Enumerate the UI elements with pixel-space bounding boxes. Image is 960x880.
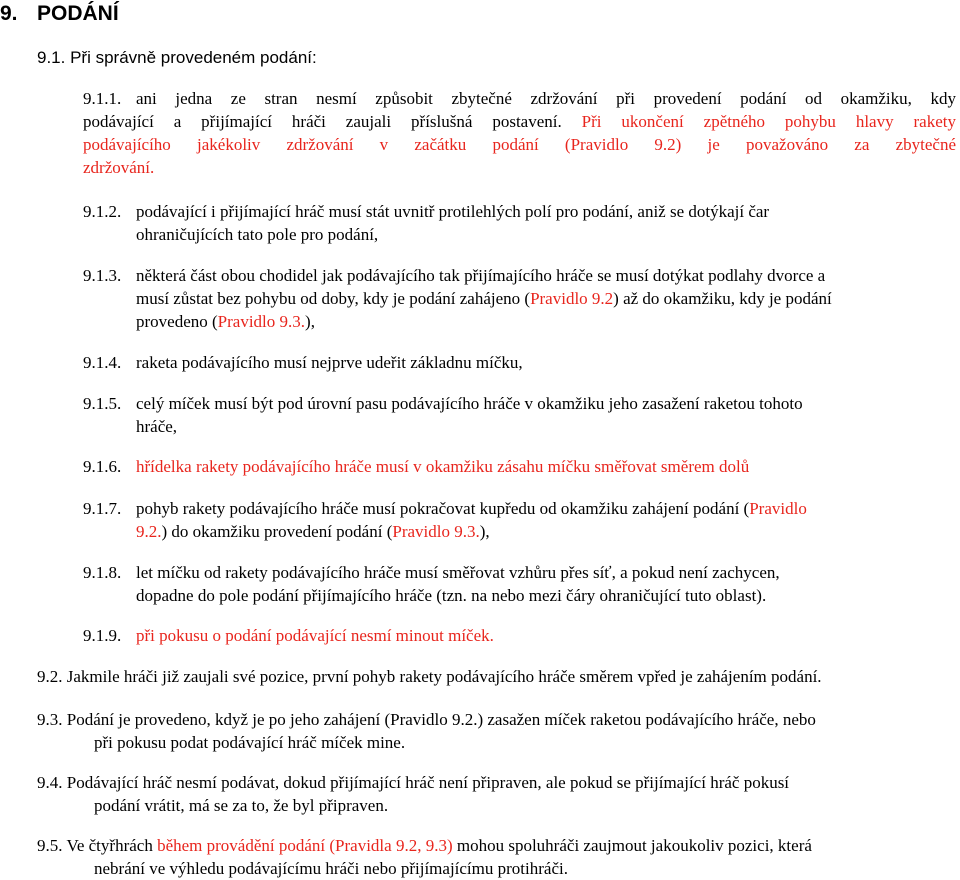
item-text: podávající a přijímající hráči zaujali příslušná postavení. (83, 112, 582, 131)
rule-text: při pokusu podat podávající hráč míček mine. (94, 733, 406, 752)
item-number: 9.1.4. (83, 353, 122, 372)
rule-text: Ve čtyřhrách (66, 836, 158, 855)
rule-number: 9.3. (37, 710, 63, 729)
item-text: některá část obou chodidel jak podávajícího tak přijímajícího hráče se musí dotýkat podlahy dvorce a (136, 266, 826, 285)
rule-9-3 (37, 708, 956, 754)
section-number: 9.1. (37, 48, 66, 67)
item-number: 9.1.1. (83, 89, 122, 108)
rule-number: 9.4. (37, 773, 63, 792)
item-9-1-8 (83, 561, 956, 607)
item-number: 9.1.7. (83, 499, 122, 518)
item-number: 9.1.9. (83, 626, 122, 645)
item-number: 9.1.2. (83, 202, 122, 221)
item-text: celý míček musí být pod úrovní pasu podávajícího hráče v okamžiku jeho zasažení raketou tohoto (136, 394, 803, 413)
item-text: raketa podávajícího musí nejprve udeřit základnu míčku, (136, 353, 523, 372)
item-text-highlight: podávajícího jakékoliv zdržování v začátku podání (Pravidlo 9.2) je považováno za zbytečné (83, 135, 956, 154)
rule-text: Podání je provedeno, když je po jeho zahájení (Pravidlo 9.2.) zasažen míček raketou podávajícího hráče, nebo (66, 710, 816, 729)
rule-number: 9.5. (37, 836, 63, 855)
item-text: ), (305, 312, 315, 331)
item-text: dopadne do pole podání přijímajícího hráče (tzn. na nebo mezi čáry ohraničující tuto oblast). (136, 586, 767, 605)
item-number: 9.1.5. (83, 394, 122, 413)
item-number: 9.1.3. (83, 266, 122, 285)
item-9-1-6 (83, 455, 956, 478)
item-text: ) až do okamžiku, kdy je podání (613, 289, 832, 308)
item-text-highlight: Pravidlo 9.2 (530, 289, 614, 308)
chapter-heading (0, 2, 119, 26)
item-text: ) do okamžiku provedení podání ( (161, 522, 393, 541)
section-9-1-heading (37, 48, 317, 68)
rule-9-2 (37, 665, 956, 688)
item-9-1-5 (83, 392, 956, 438)
item-text: hráče, (136, 417, 178, 436)
rule-text: mohou spoluhráči zaujmout jakoukoliv pozici, která (452, 836, 812, 855)
item-text: ohraničujících tato pole pro podání, (136, 225, 379, 244)
item-text-highlight: Pravidlo (749, 499, 807, 518)
chapter-number: 9. (0, 2, 18, 25)
item-number: 9.1.6. (83, 457, 122, 476)
item-text-highlight: Při ukončení zpětného pohybu hlavy rakety (581, 112, 956, 131)
rule-number: 9.2. (37, 667, 63, 686)
item-text: ani jedna ze stran nesmí způsobit zbytečné zdržování při provedení podání od okamžiku, kdy (136, 89, 956, 108)
item-text-highlight: Pravidlo 9.3. (392, 522, 480, 541)
chapter-title: PODÁNÍ (37, 2, 119, 25)
item-text: musí zůstat bez pohybu od doby, kdy je podání zahájeno ( (136, 289, 531, 308)
item-text-highlight: hřídelka rakety podávajícího hráče musí v okamžiku zásahu míčku směřovat směrem dolů (136, 457, 750, 476)
rule-text: Podávající hráč nesmí podávat, dokud přijímající hráč není připraven, ale pokud se přijímající hráč pokusí (66, 773, 790, 792)
item-9-1-3 (83, 264, 956, 333)
item-text-highlight: při pokusu o podání podávající nesmí minout míček. (136, 626, 494, 645)
item-9-1-4 (83, 351, 956, 374)
rule-text: nebrání ve výhledu podávajícímu hráči nebo přijímajícímu protihráči. (94, 859, 568, 878)
rule-text-highlight: během provádění podání (Pravidla 9.2, 9.3) (157, 836, 453, 855)
item-text: podávající i přijímající hráč musí stát uvnitř protilehlých polí pro podání, aniž se dotýkají čar (136, 202, 770, 221)
rule-9-4 (37, 771, 956, 817)
rule-9-5 (37, 834, 956, 880)
rule-text: Jakmile hráči již zaujali své pozice, první pohyb rakety podávajícího hráče směrem vpřed je zahájením podání. (66, 667, 822, 686)
item-9-1-1 (83, 87, 956, 179)
item-9-1-9 (83, 624, 956, 647)
item-text: pohyb rakety podávajícího hráče musí pokračovat kupředu od okamžiku zahájení podání ( (136, 499, 750, 518)
section-title: Při správně provedeném podání: (70, 48, 317, 67)
item-text-highlight: 9.2. (136, 522, 162, 541)
item-9-1-2 (83, 200, 956, 246)
item-text: ), (479, 522, 490, 541)
item-text: provedeno ( (136, 312, 218, 331)
item-9-1-7 (83, 497, 956, 543)
item-number: 9.1.8. (83, 563, 122, 582)
item-text: let míčku od rakety podávajícího hráče musí směřovat vzhůru přes síť, a pokud není zachycen, (136, 563, 780, 582)
item-text-highlight: zdržování. (83, 158, 155, 177)
item-text-highlight: Pravidlo 9.3. (217, 312, 306, 331)
rule-text: podání vrátit, má se za to, že byl připraven. (94, 796, 389, 815)
